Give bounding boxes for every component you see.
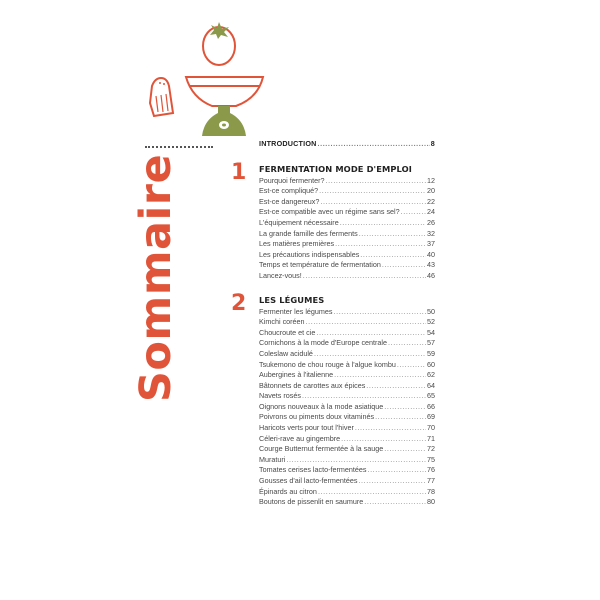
section-title: FERMENTATION MODE D'EMPLOI [259, 163, 412, 174]
toc-entry: Temps et température de fermentation ..... 43 [259, 260, 435, 271]
section-title: LES LÉGUMES [259, 294, 325, 305]
toc-entry: Poivrons ou piments doux vitaminés ..... 69 [259, 412, 435, 423]
toc-entry: Navets rosés ..... 65 [259, 391, 435, 402]
toc-entry: Coleslaw acidulé ..... 59 [259, 349, 435, 360]
toc-entry: Céleri-rave au gingembre ..... 71 [259, 434, 435, 445]
toc-entry: Les matières premières ..... 37 [259, 239, 435, 250]
toc-entry: Épinards au citron ..... 78 [259, 487, 435, 498]
toc-entry: Fermenter les légumes ..... 50 [259, 307, 435, 318]
toc-entry: Kimchi coréen ..... 52 [259, 317, 435, 328]
toc-entry: Est-ce dangereux? ..... 22 [259, 197, 435, 208]
toc-entry: L'équipement nécessaire ..... 26 [259, 218, 435, 229]
leader-dots [318, 139, 430, 150]
page-title: Sommaire [131, 153, 181, 403]
toc-entry: Haricots verts pour tout l'hiver ..... 70 [259, 423, 435, 434]
dotted-divider [145, 146, 213, 148]
toc-entry: Boutons de pissenlit en saumure ..... 80 [259, 497, 435, 508]
toc-entry: Bâtonnets de carottes aux épices ..... 64 [259, 381, 435, 392]
toc-entry: Est-ce compatible avec un régime sans sel? ..... 24 [259, 207, 435, 218]
illustration [140, 8, 265, 138]
toc-entry: Aubergines à l'italienne ..... 62 [259, 370, 435, 381]
section-number: 2 [231, 290, 247, 316]
toc-entry: Tomates cerises lacto-fermentées ..... 76 [259, 465, 435, 476]
toc-entry: Choucroute et cie ..... 54 [259, 328, 435, 339]
toc-entry: Cornichons à la mode d'Europe centrale ..... 57 [259, 338, 435, 349]
toc-entry-introduction: INTRODUCTION ..... 8 [259, 139, 435, 150]
toc-entry: Pourquoi fermenter? ..... 12 [259, 176, 435, 187]
section-2 [231, 290, 435, 508]
toc-entry: Tsukemono de chou rouge à l'algue kombu ..... 60 [259, 360, 435, 371]
tomato-icon [203, 22, 235, 65]
scale-bowl-icon [186, 77, 263, 136]
toc-entry: Muraturi ..... 75 [259, 455, 435, 466]
section-1 [231, 159, 435, 282]
salt-shaker-icon [150, 78, 173, 116]
toc-entry: Courge Butternut fermentée à la sauge ..... 72 [259, 444, 435, 455]
toc-entry: La grande famille des ferments ..... 32 [259, 229, 435, 240]
toc-entry: Gousses d'ail lacto-fermentées ..... 77 [259, 476, 435, 487]
toc-entry: Est-ce compliqué? ..... 20 [259, 186, 435, 197]
section-number: 1 [231, 159, 247, 185]
toc-entry: Les précautions indispensables ..... 40 [259, 250, 435, 261]
toc-entry: Oignons nouveaux à la mode asiatique ..... 66 [259, 402, 435, 413]
table-of-contents [231, 139, 435, 508]
toc-entry: Lancez-vous! ..... 46 [259, 271, 435, 282]
